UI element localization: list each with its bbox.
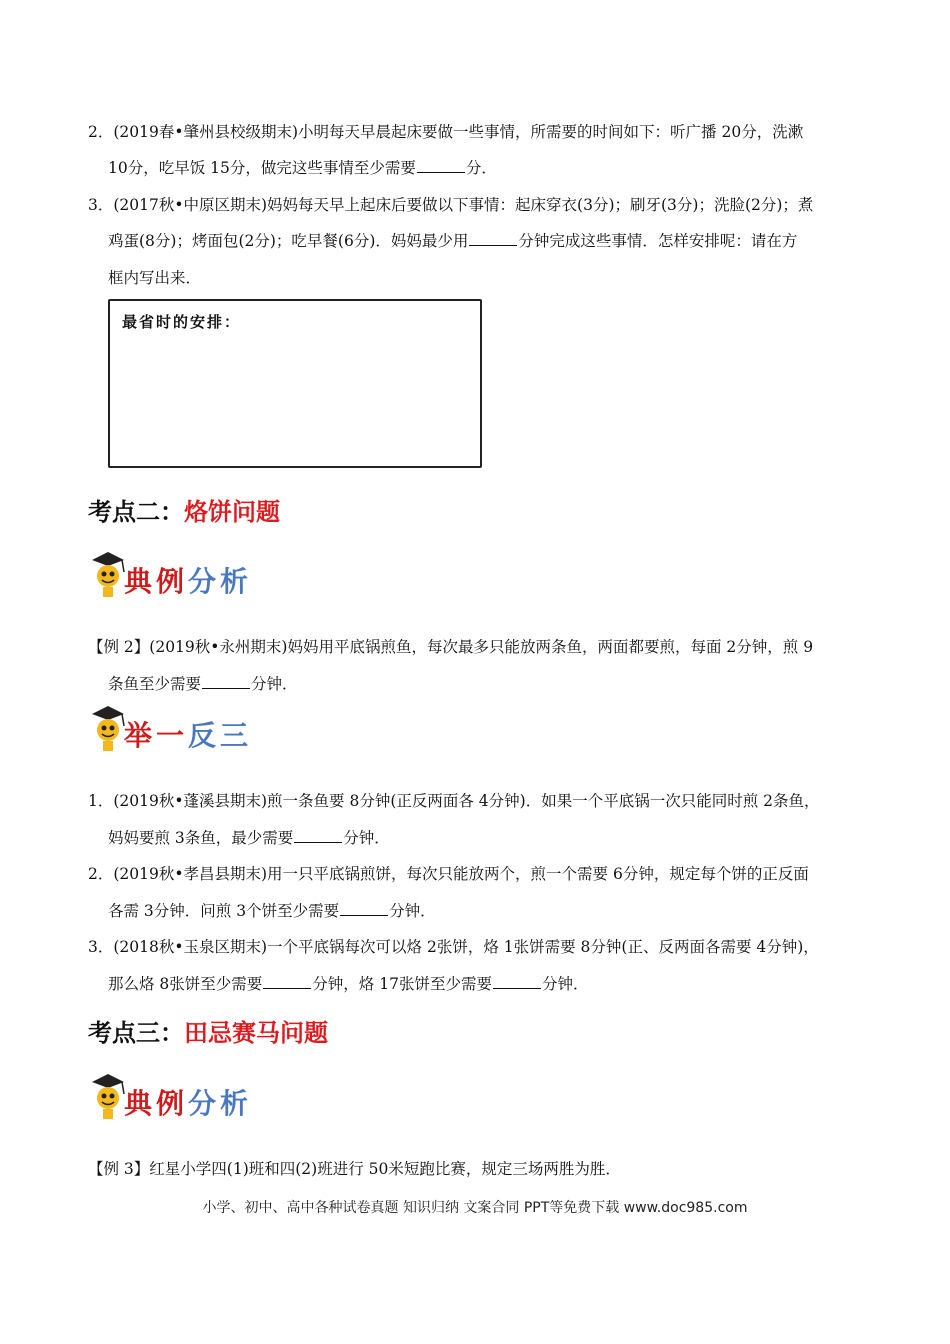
- answer-box: [108, 299, 482, 468]
- answer-blank: [493, 987, 541, 989]
- mascot-icon: [88, 704, 128, 754]
- practice-banner-a: 举一: [124, 719, 189, 752]
- section-3-title: 田忌赛马问题: [184, 1019, 328, 1047]
- practice-2-suffix: 分钟．: [389, 902, 436, 920]
- question-3-line-2: [108, 229, 797, 251]
- practice-1-line-2: [108, 826, 390, 848]
- footer: 小学、初中、高中各种试卷真题 知识归纳 文案合同 PPT等免费下载 www.doc985.com: [202, 1200, 748, 1216]
- answer-blank: [469, 244, 517, 246]
- practice-banner: [88, 702, 268, 758]
- example-banner-2: [88, 1070, 268, 1126]
- example-2-line-2: [108, 672, 298, 694]
- section-2-heading: [88, 492, 280, 527]
- practice-2-text: 各需 3分钟．问煎 3个饼至少需要: [108, 902, 340, 920]
- example-banner-b: 分析: [188, 565, 253, 598]
- practice-3-text-a: 那么烙 8张饼至少需要: [108, 975, 263, 993]
- section-3-heading: [88, 1013, 328, 1048]
- practice-2-line-1: 2．(2019秋•孝昌县期末)用一只平底锅煎饼，每次只能放两个，煎一个需要 6分钟，规定每个饼的正反面: [88, 865, 809, 883]
- answer-blank: [263, 987, 311, 989]
- example-2-text: 条鱼至少需要: [108, 675, 202, 693]
- example-2-line-1: 【例 2】(2019秋•永州期末)妈妈用平底锅煎鱼，每次最多只能放两条鱼，两面都要煎，每面 2分钟，煎 9: [88, 638, 814, 656]
- question-2-suffix: 分．: [465, 159, 497, 177]
- practice-1-suffix: 分钟．: [343, 829, 390, 847]
- question-3-suffix: 分钟完成这些事情．怎样安排呢：请在方: [518, 232, 798, 250]
- practice-banner-b: 反三: [188, 719, 253, 752]
- mascot-icon: [88, 550, 128, 600]
- example-banner-2-b: 分析: [188, 1087, 253, 1120]
- example-banner: [88, 548, 268, 604]
- example-2-suffix: 分钟．: [251, 675, 298, 693]
- practice-2-line-2: [108, 899, 436, 921]
- question-3-line-3: 框内写出来．: [108, 269, 202, 287]
- practice-3-suffix: 分钟．: [541, 975, 589, 993]
- example-3-line: 【例 3】红星小学四(1)班和四(2)班进行 50米短跑比赛，规定三场两胜为胜．: [88, 1160, 621, 1178]
- section-2-prefix: 考点二：: [88, 498, 184, 526]
- answer-box-label: 最省时的安排：: [122, 313, 242, 331]
- question-2-text: 10分，吃早饭 15分，做完这些事情至少需要: [108, 159, 416, 177]
- question-3-text: 鸡蛋(8分)；烤面包(2分)；吃早餐(6分)．妈妈最少用: [108, 232, 469, 250]
- practice-banner-text: [124, 714, 252, 754]
- answer-blank: [340, 914, 388, 916]
- example-banner-a: 典例: [124, 565, 189, 598]
- practice-3-line-1: 3．(2018秋•玉泉区期末)一个平底锅每次可以烙 2张饼，烙 1张饼需要 8分钟(正、反两面各需要 4分钟)，: [88, 938, 819, 956]
- answer-blank: [417, 171, 465, 173]
- example-banner-2-text: [124, 1082, 252, 1122]
- example-banner-2-a: 典例: [124, 1087, 189, 1120]
- answer-blank: [202, 687, 250, 689]
- practice-3-line-2: [108, 972, 588, 994]
- question-3-line-1: 3．(2017秋•中原区期末)妈妈每天早上起床后要做以下事情：起床穿衣(3分)；刷牙(3分)；洗脸(2分)；煮: [88, 196, 814, 214]
- practice-1-line-1: 1．(2019秋•蓬溪县期末)煎一条鱼要 8分钟(正反两面各 4分钟)．如果一个平底锅一次只能同时煎 2条鱼，: [88, 792, 820, 810]
- question-2-line-2: [108, 156, 497, 178]
- question-2-line-1: 2．(2019春•肇州县校级期末)小明每天早晨起床要做一些事情，所需要的时间如下：听广播 20分，洗漱: [88, 123, 804, 141]
- section-2-title: 烙饼问题: [184, 498, 280, 526]
- example-banner-text: [124, 560, 252, 600]
- practice-1-text: 妈妈要煎 3条鱼，最少需要: [108, 829, 294, 847]
- practice-3-text-b: 分钟，烙 17张饼至少需要: [312, 975, 492, 993]
- section-3-prefix: 考点三：: [88, 1019, 184, 1047]
- answer-blank: [294, 841, 342, 843]
- mascot-icon: [88, 1072, 128, 1122]
